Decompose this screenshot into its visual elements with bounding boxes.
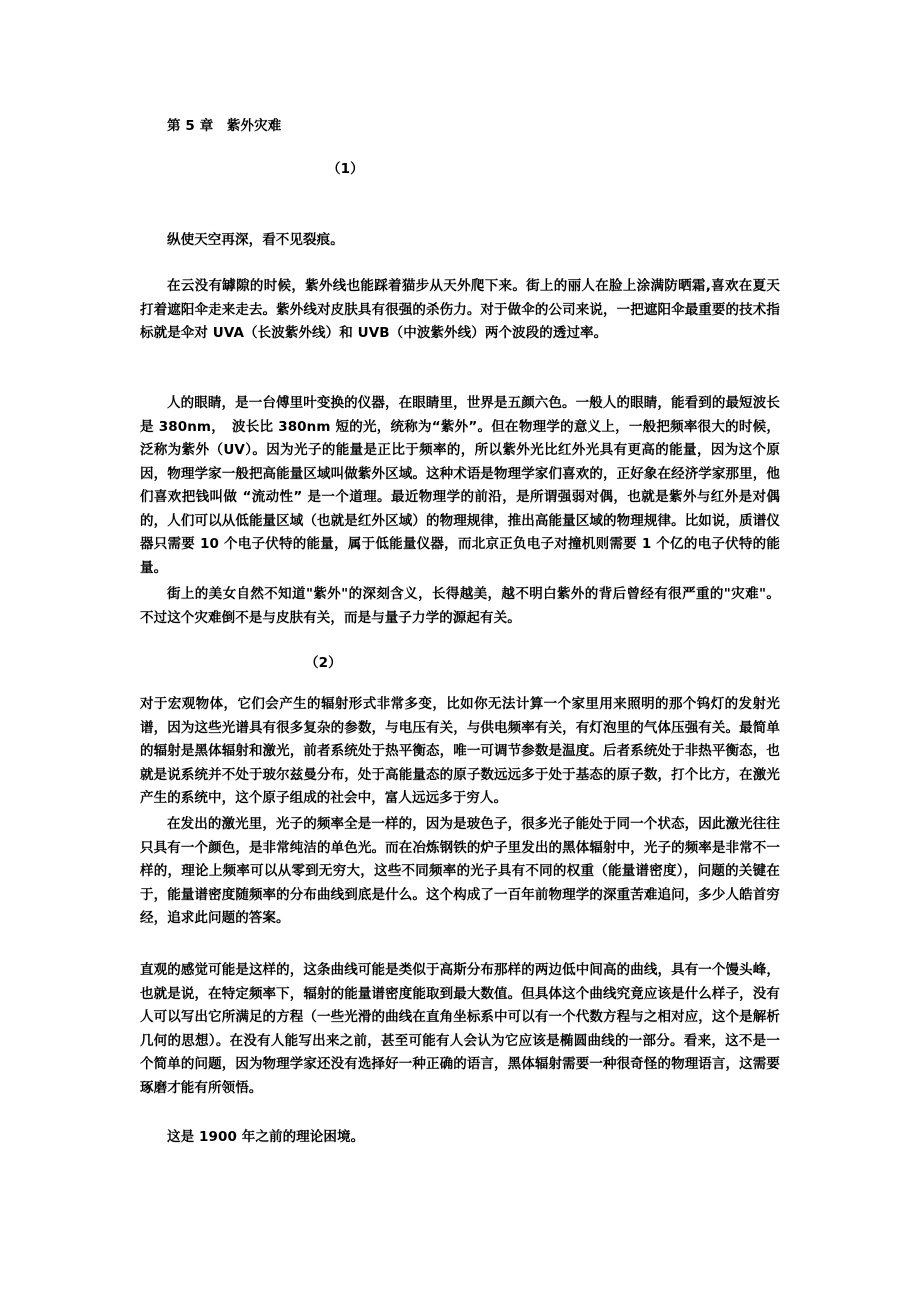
paragraph-6: 在发出的激光里，光子的频率全是一样的，因为是玻色子，很多光子能处于同一个状态，因此激光往往只具有一个颜色，是非常纯洁的单色光。而在冶炼钢铁的炉子里发出的黑体辐射中，光子的频率是非常不一样的，理论上频率可以从零到无穷大，这些不同频率的光子具有不同的权重（能量谱密度），问题的关键在于，能量谱密度随频率的分布曲线到底是什么。这个构成了一百年前物理学的深重苦难追问，多少人皓首穷经，追求此问题的答案。: [140, 816, 780, 926]
paragraph-4: 街上的美女自然不知道"紫外"的深刻含义，长得越美，越不明白紫外的背后曾经有很严重的"灾难"。不过这个灾难倒不是与皮肤有关，而是与量子力学的源起有关。: [140, 586, 780, 626]
paragraph-7: 直观的感觉可能是这样的，这条曲线可能是类似于高斯分布那样的两边低中间高的曲线，具有一个馒头峰，也就是说，在特定频率下，辐射的能量谱密度能取到最大数值。但具体这个曲线究竟应该是什么样子，没有人可以写出它所满足的方程（一些光滑的曲线在直角坐标系中可以有一个代数方程与之相对应，这个是解析几何的思想）。在没有人能写出来之前，甚至可能有人会认为它应该是椭圆曲线的一部分。看来，这不是一个简单的问题，因为物理学家还没有选择好一种正确的语言，黑体辐射需要一种很奇怪的物理语言，这需要琢磨才能有所领悟。: [140, 962, 780, 1096]
paragraph-1: 纵使天空再深，看不见裂痕。: [167, 232, 344, 248]
paragraph-3: 人的眼睛，是一台傅里叶变换的仪器，在眼睛里，世界是五颜六色。一般人的眼睛，能看到的最短波长是 380nm， 波长比 380nm 短的光，统称为“紫外”。但在物理学的意义上，一般把频率很大的时候，泛称为紫外（UV）。因为光子的能量是正比于频率的，所以紫外光比红外光具有更高的能量，因为这个原因，物理学家一般把高能量区域叫做紫外区域。这种术语是物理学家们喜欢的，正好象在经济学家那里，他们喜欢把钱叫做 “流动性” 是一个道理。最近物理学的前沿，是所谓强弱对偶，也就是紫外与红外是对偶的，人们可以从低能量区域（也就是红外区域）的物理规律，推出高能量区域的物理规律。比如说，质谱仪器只需要 10 个电子伏特的能量，属于低能量仪器，而北京正负电子对撞机则需要 1 个亿的电子伏特的能量。: [140, 395, 780, 576]
paragraph-5: 对于宏观物体，它们会产生的辐射形式非常多变，比如你无法计算一个家里用来照明的那个钨灯的发射光谱，因为这些光谱具有很多复杂的参数，与电压有关，与供电频率有关，有灯泡里的气体压强有关。最简单的辐射是黑体辐射和激光，前者系统处于热平衡态，唯一可调节参数是温度。后者系统处于非热平衡态，也就是说系统并不处于玻尔兹曼分布，处于高能量态的原子数远远多于处于基态的原子数，打个比方，在激光产生的系统中，这个原子组成的社会中，富人远远多于穷人。: [140, 696, 780, 806]
chapter-title: 第 5 章 紫外灾难: [167, 118, 282, 134]
paragraph-2: 在云没有罅隙的时候，紫外线也能踩着猫步从天外爬下来。街上的丽人在脸上涂满防晒霜,喜欢在夏天打着遮阳伞走来走去。紫外线对皮肤具有很强的杀伤力。对于做伞的公司来说，一把遮阳伞最重要的技术指标就是伞对 UVA（长波紫外线）和 UVB（中波紫外线）两个波段的透过率。: [140, 278, 780, 341]
section-marker-1: （1）: [327, 161, 364, 177]
paragraph-8: 这是 1900 年之前的理论困境。: [167, 1129, 365, 1145]
section-marker-2: （2）: [305, 655, 342, 671]
